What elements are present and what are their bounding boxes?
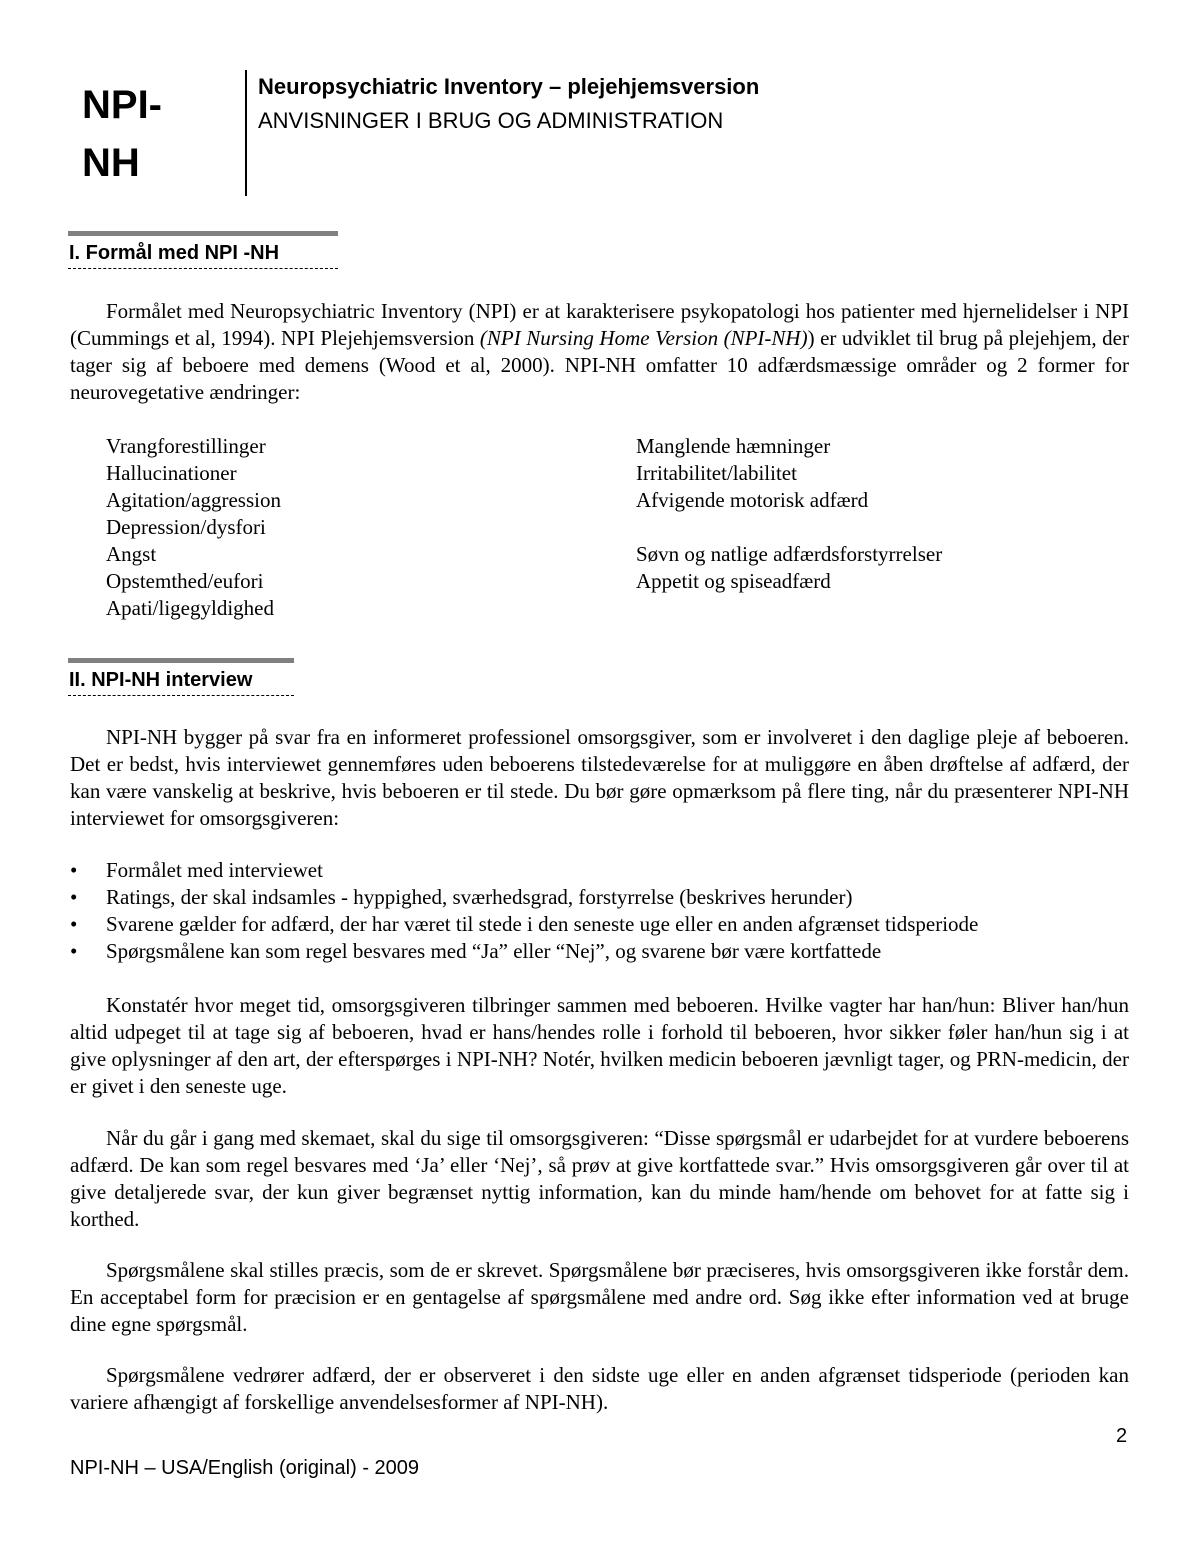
interview-paragraph-5: Spørgsmålene vedrører adfærd, der er observeret i den sidste uge eller en anden afgrænset tidsperiode (perioden kan variere afhængigt af forskellige anvendelsesformer af NPI-NH). <box>70 1363 1129 1414</box>
header-divider <box>245 70 247 196</box>
bullet-icon: • <box>70 939 78 963</box>
page-number: 2 <box>1116 1425 1128 1447</box>
purpose-text-part1: Formålet med Neuropsychiatric Inventory (NPI) er at karakterisere psykopatologi hos patienter med hjernelidelser i NPI (Cummings et al, 1994). NPI Plejehjemsversion <box>70 299 1129 350</box>
interview-paragraph-3: Når du går i gang med skemaet, skal du sige til omsorgsgiveren: “Disse spørgsmål er udarbejdet for at vurdere beboerens adfærd. De kan som regel besvares med ‘Ja’ eller ‘Nej’, så prøv at give kortfattede svar.” Hvis omsorgsgiveren går over til at give detaljerede svar, der kun giver begrænset nyttig information, kan du minde ham/hende om behovet for at fatte sig i korthed. <box>70 1126 1129 1231</box>
domain-item: Manglende hæmninger <box>636 434 831 458</box>
footer-text: NPI-NH – USA/English (original) - 2009 <box>70 1457 420 1479</box>
list-item-text: Svarene gælder for adfærd, der har været til stede i den seneste uge eller en anden afgrænset tidsperiode <box>106 912 979 936</box>
domain-item: Irritabilitet/labilitet <box>636 461 797 485</box>
list-item-text: Formålet med interviewet <box>106 858 323 882</box>
domain-item: Appetit og spiseadfærd <box>636 569 831 593</box>
bullet-icon: • <box>70 858 78 882</box>
domain-item: Vrangforestillinger <box>106 434 266 458</box>
domain-list-left <box>106 433 281 622</box>
section-heading-text: II. NPI-NH interview <box>68 663 294 696</box>
document-subtitle: ANVISNINGER I BRUG OG ADMINISTRATION <box>258 108 724 133</box>
section-heading-text: I. Formål med NPI -NH <box>68 236 338 269</box>
list-item-text: Spørgsmålene kan som regel besvares med “Ja” eller “Nej”, og svarene bør være kortfattede <box>106 939 882 963</box>
list-item-text: Ratings, der skal indsamles - hyppighed, sværhedsgrad, forstyrrelse (beskrives herunder) <box>106 885 853 909</box>
bullet-icon: • <box>70 912 78 936</box>
bullet-icon: • <box>70 885 78 909</box>
logo-line-2: NH <box>82 141 140 185</box>
domain-item: Apati/ligegyldighed <box>106 596 274 620</box>
domain-item: Depression/dysfori <box>106 515 266 539</box>
section-heading-purpose <box>68 231 338 269</box>
document-title: Neuropsychiatric Inventory – plejehjemsversion <box>258 74 760 99</box>
domain-item: Agitation/aggression <box>106 488 281 512</box>
purpose-text-italic: (NPI Nursing Home Version (NPI-NH) <box>479 326 808 350</box>
domain-item: Afvigende motorisk adfærd <box>636 488 869 512</box>
purpose-text-part2: ) er udviklet til brug på plejehjem, der tager sig af beboere med demens (Wood et al, 2000). NPI-NH omfatter 10 adfærdsmæssige områder og 2 former for neurovegetative ændringer: <box>70 326 1129 404</box>
interview-paragraph-4: Spørgsmålene skal stilles præcis, som de er skrevet. Spørgsmålene bør præciseres, hvis omsorgsgiveren ikke forstår dem. En acceptabel form for præcision er en gentagelse af spørgsmålene med andre ord. Søg ikke efter information ved at bruge dine egne spørgsmål. <box>70 1258 1129 1336</box>
section-heading-interview <box>68 658 294 696</box>
document-logo <box>82 76 162 192</box>
interview-paragraph-2: Konstatér hvor meget tid, omsorgsgiveren tilbringer sammen med beboeren. Hvilke vagter har han/hun: Bliver han/hun altid udpeget til at tage sig af beboeren, hvad er hans/hendes rolle i forhold til beboeren, hvor sikker føler han/hun sig i at give oplysninger af den art, der efterspørges i NPI-NH? Notér, hvilken medicin beboeren jævnligt tager, og PRN-medicin, der er givet i den seneste uge. <box>70 993 1129 1098</box>
interview-paragraph-1: NPI-NH bygger på svar fra en informeret professionel omsorgsgiver, som er involveret i den daglige pleje af beboeren. Det er bedst, hvis interviewet gennemføres uden beboerens tilstedeværelse for at muliggøre en åben drøftelse af adfærd, der kan være vanskelig at beskrive, hvis beboeren er til stede. Du bør gøre opmærksom på flere ting, når du præsenterer NPI-NH interviewet for omsorgsgiveren: <box>70 725 1129 830</box>
logo-line-1: NPI- <box>82 83 162 127</box>
domain-item: Hallucinationer <box>106 461 237 485</box>
domain-item: Søvn og natlige adfærdsforstyrrelser <box>636 542 943 566</box>
domain-item: Angst <box>106 542 157 566</box>
domain-list-right <box>636 433 942 595</box>
purpose-paragraph <box>70 298 1129 406</box>
domain-item: Opstemthed/eufori <box>106 569 264 593</box>
domain-item-spacer <box>636 514 942 541</box>
